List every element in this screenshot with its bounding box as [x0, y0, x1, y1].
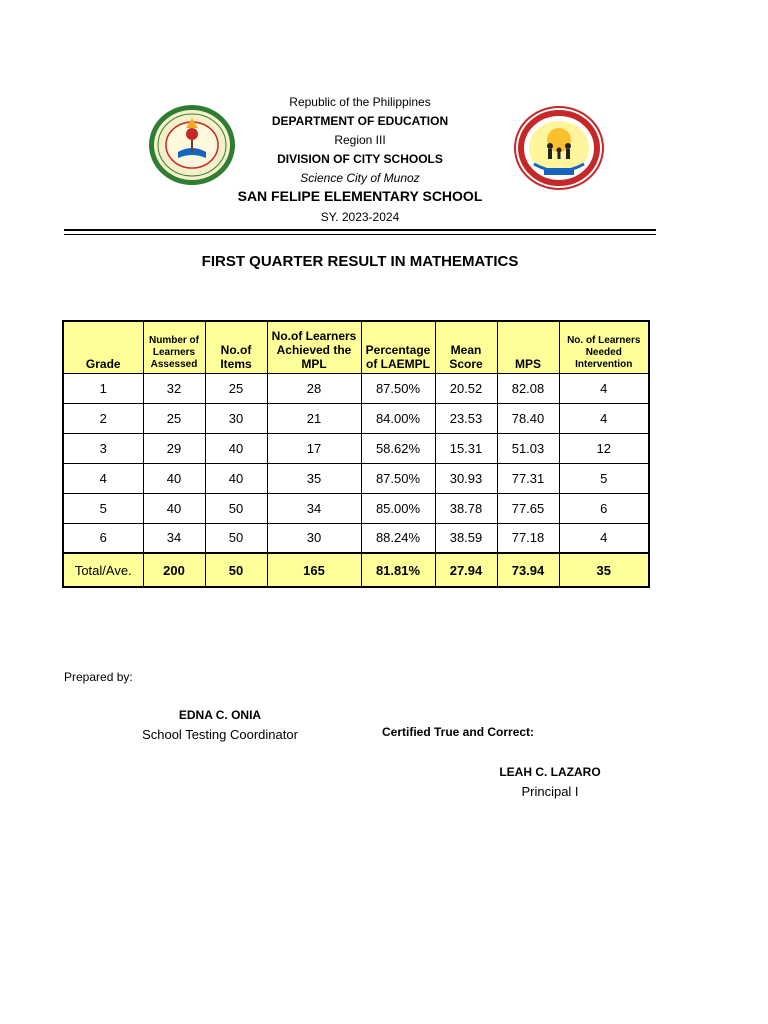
cell-mean: 15.31	[435, 433, 497, 463]
header-divider-thick	[64, 229, 656, 231]
cell-mps: 77.65	[497, 493, 559, 523]
cell-assessed: 34	[143, 523, 205, 553]
header-divider-thin	[64, 234, 656, 235]
cell-achieved: 34	[267, 493, 361, 523]
preparer-name: EDNA C. ONIA	[178, 708, 262, 722]
table-row	[63, 373, 649, 403]
col-header-mps: MPS	[497, 321, 559, 373]
cell-mps: 82.08	[497, 373, 559, 403]
cell-assessed: 40	[143, 493, 205, 523]
cell-mps: 78.40	[497, 403, 559, 433]
table-total-row	[63, 553, 649, 587]
results-table	[62, 320, 650, 588]
cell-total-mean: 27.94	[435, 553, 497, 587]
cell-grade: 6	[63, 523, 143, 553]
cell-total-label: Total/Ave.	[63, 553, 143, 587]
col-header-percentage: Percentage of LAEMPL	[361, 321, 435, 373]
cell-total-items: 50	[205, 553, 267, 587]
cell-mps: 77.18	[497, 523, 559, 553]
cell-percentage: 87.50%	[361, 463, 435, 493]
cell-grade: 2	[63, 403, 143, 433]
table-header-row	[63, 321, 649, 373]
document-title: FIRST QUARTER RESULT IN MATHEMATICS	[201, 253, 519, 270]
cell-items: 40	[205, 463, 267, 493]
cell-percentage: 87.50%	[361, 373, 435, 403]
cell-grade: 1	[63, 373, 143, 403]
cell-assessed: 29	[143, 433, 205, 463]
col-header-grade: Grade	[63, 321, 143, 373]
cell-items: 40	[205, 433, 267, 463]
preparer-role: School Testing Coordinator	[142, 727, 298, 742]
cell-mps: 51.03	[497, 433, 559, 463]
col-header-achieved: No.of Learners Achieved the MPL	[267, 321, 361, 373]
col-header-items: No.of Items	[205, 321, 267, 373]
cell-intervention: 6	[559, 493, 649, 523]
table-row	[63, 493, 649, 523]
cell-percentage: 88.24%	[361, 523, 435, 553]
col-header-mean: Mean Score	[435, 321, 497, 373]
cell-achieved: 17	[267, 433, 361, 463]
cell-total-intervention: 35	[559, 553, 649, 587]
cell-achieved: 21	[267, 403, 361, 433]
cell-intervention: 4	[559, 523, 649, 553]
certifier-role: Principal I	[521, 784, 579, 799]
col-header-intervention: No. of Learners Needed Intervention	[559, 321, 649, 373]
certified-label: Certified True and Correct:	[382, 725, 535, 739]
cell-mean: 20.52	[435, 373, 497, 403]
cell-percentage: 85.00%	[361, 493, 435, 523]
cell-assessed: 40	[143, 463, 205, 493]
cell-achieved: 28	[267, 373, 361, 403]
cell-items: 30	[205, 403, 267, 433]
region-line: Region III	[334, 133, 386, 147]
cell-intervention: 4	[559, 373, 649, 403]
cell-total-mps: 73.94	[497, 553, 559, 587]
prepared-by-label: Prepared by:	[64, 670, 133, 684]
cell-grade: 4	[63, 463, 143, 493]
cell-intervention: 5	[559, 463, 649, 493]
cell-grade: 5	[63, 493, 143, 523]
department-line: DEPARTMENT OF EDUCATION	[271, 114, 449, 128]
cell-mean: 23.53	[435, 403, 497, 433]
table-row	[63, 433, 649, 463]
cell-mean: 38.78	[435, 493, 497, 523]
division-line: DIVISION OF CITY SCHOOLS	[277, 152, 443, 166]
cell-total-assessed: 200	[143, 553, 205, 587]
cell-intervention: 12	[559, 433, 649, 463]
table-row	[63, 463, 649, 493]
cell-items: 50	[205, 523, 267, 553]
cell-assessed: 25	[143, 403, 205, 433]
certifier-name: LEAH C. LAZARO	[499, 765, 601, 779]
cell-intervention: 4	[559, 403, 649, 433]
cell-percentage: 84.00%	[361, 403, 435, 433]
school-name: SAN FELIPE ELEMENTARY SCHOOL	[237, 188, 483, 204]
cell-percentage: 58.62%	[361, 433, 435, 463]
city-line: Science City of Munoz	[300, 171, 420, 185]
cell-grade: 3	[63, 433, 143, 463]
cell-mean: 30.93	[435, 463, 497, 493]
cell-items: 50	[205, 493, 267, 523]
cell-items: 25	[205, 373, 267, 403]
cell-achieved: 30	[267, 523, 361, 553]
cell-total-percentage: 81.81%	[361, 553, 435, 587]
col-header-assessed: Number of Learners Assessed	[143, 321, 205, 373]
table-row	[63, 403, 649, 433]
table-row	[63, 523, 649, 553]
cell-assessed: 32	[143, 373, 205, 403]
cell-achieved: 35	[267, 463, 361, 493]
cell-mean: 38.59	[435, 523, 497, 553]
school-year: SY. 2023-2024	[320, 210, 400, 224]
cell-total-achieved: 165	[267, 553, 361, 587]
cell-mps: 77.31	[497, 463, 559, 493]
country-line: Republic of the Philippines	[289, 95, 431, 109]
